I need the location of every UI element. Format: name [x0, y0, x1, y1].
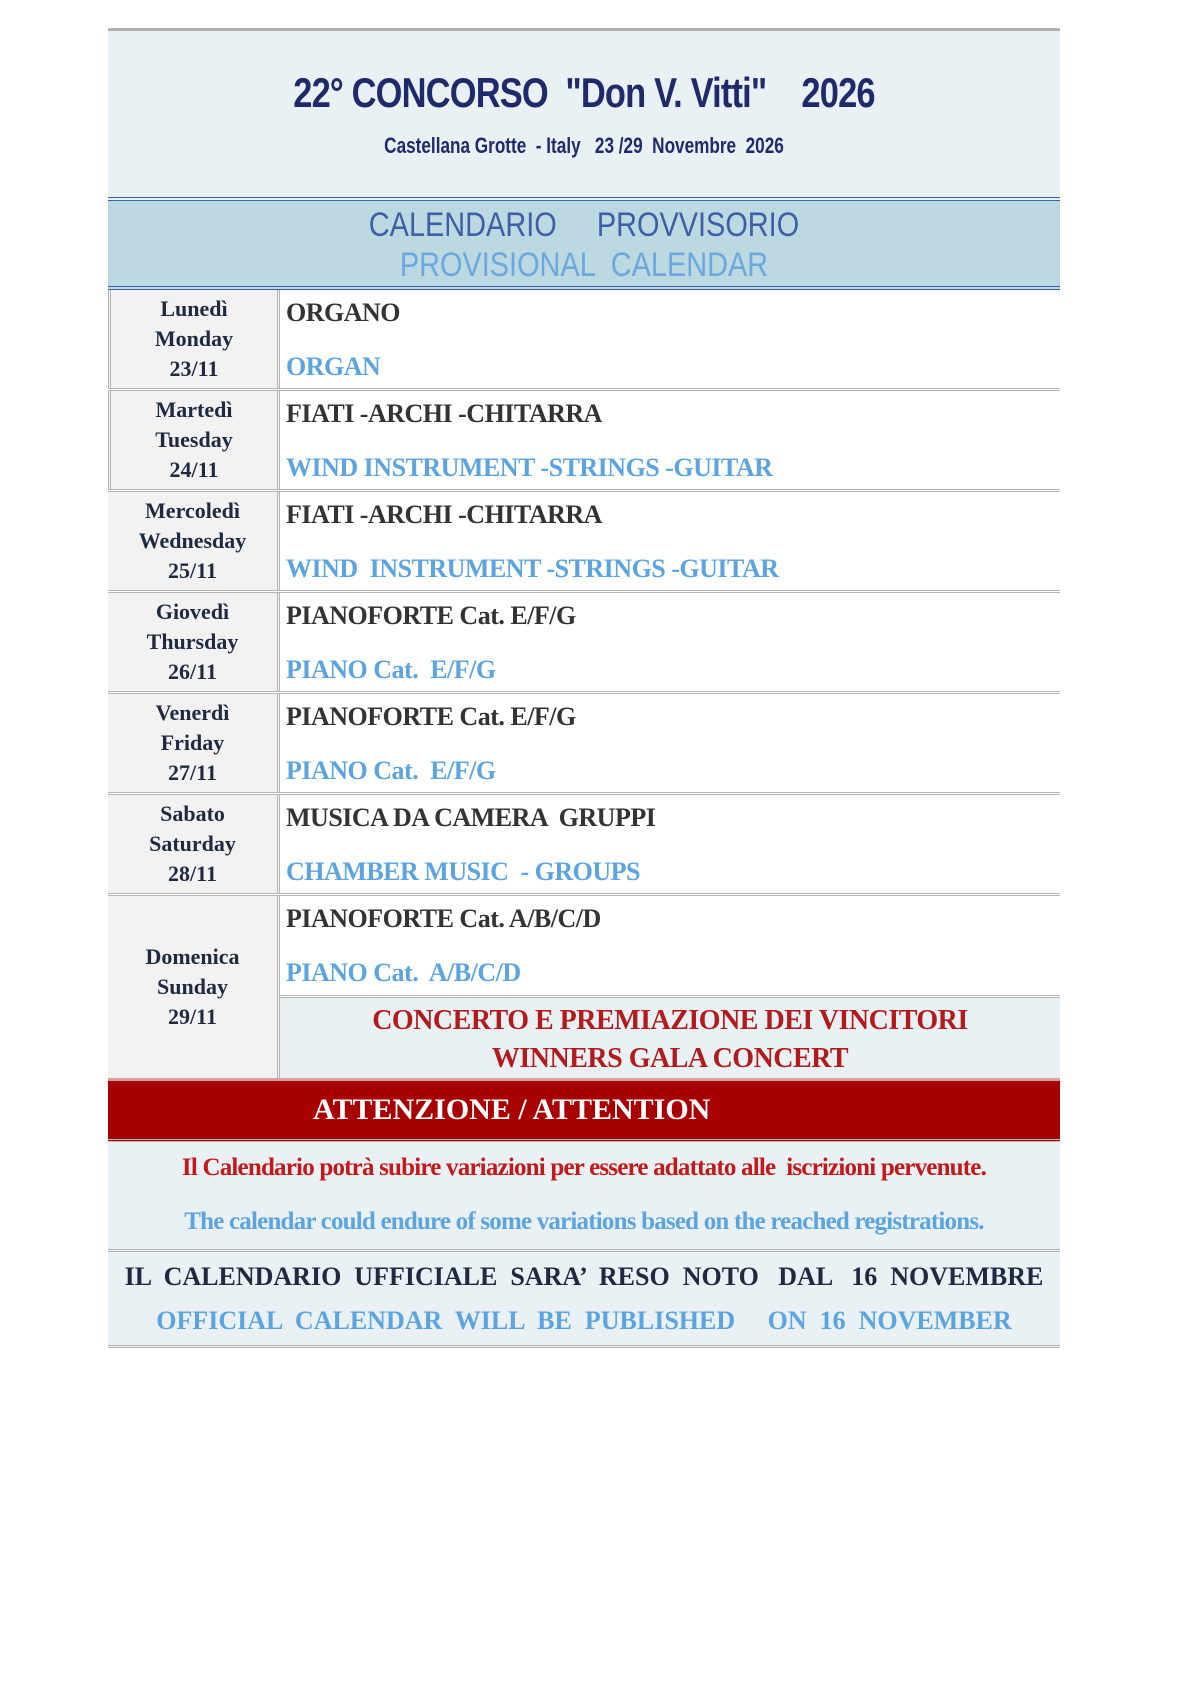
competition-subtitle: Castellana Grotte - Italy 23 /29 Novembre 2026 — [384, 133, 784, 158]
day-date: 28/11 — [168, 861, 217, 886]
event-it: PIANOFORTE Cat. E/F/G — [286, 702, 576, 731]
day-cell — [108, 593, 280, 691]
day-name-it: Lunedì — [160, 296, 228, 321]
day-name-en: Thursday — [146, 629, 239, 654]
day-cell — [108, 694, 280, 792]
event-cell — [280, 593, 1060, 691]
gala-en: WINNERS GALA CONCERT — [491, 1043, 849, 1074]
day-row-thursday — [108, 593, 1060, 694]
official-calendar-notice — [108, 1252, 1060, 1348]
day-name-en: Tuesday — [155, 427, 233, 452]
day-cell — [108, 492, 280, 590]
day-name-en: Friday — [160, 730, 225, 755]
day-date: 23/11 — [169, 356, 219, 381]
variation-notice — [108, 1142, 1060, 1252]
calendar-title-en: PROVISIONAL CALENDAR — [399, 246, 769, 284]
event-cell — [280, 290, 1060, 388]
day-row-tuesday — [108, 391, 1060, 492]
day-row-saturday — [108, 795, 1060, 896]
day-row-sunday — [108, 896, 1060, 1078]
event-cell — [280, 492, 1060, 590]
calendar-title-it: CALENDARIO PROVVISORIO — [368, 206, 800, 244]
day-row-monday — [108, 290, 1060, 391]
event-en: ORGAN — [286, 352, 381, 381]
day-cell — [108, 896, 280, 1078]
gala-concert — [280, 998, 1060, 1078]
attention-banner — [108, 1078, 1060, 1142]
day-name-it: Domenica — [145, 944, 240, 969]
event-en: WIND INSTRUMENT -STRINGS -GUITAR — [286, 453, 773, 482]
event-it: MUSICA DA CAMERA GRUPPI — [286, 803, 656, 832]
day-date: 29/11 — [168, 1004, 217, 1029]
day-name-it: Venerdì — [155, 700, 230, 725]
event-cell — [280, 694, 1060, 792]
event-en: PIANO Cat. A/B/C/D — [286, 958, 521, 987]
day-date: 26/11 — [168, 659, 217, 684]
notice-it: Il Calendario potrà subire variazioni per essere adattato alle iscrizioni pervenute. — [181, 1154, 987, 1181]
event-it: PIANOFORTE Cat. A/B/C/D — [286, 904, 601, 933]
competition-title: 22° CONCORSO "Don V. Vitti" 2026 — [293, 69, 875, 116]
day-cell — [108, 391, 280, 489]
event-cell — [280, 795, 1060, 893]
day-name-en: Sunday — [157, 974, 228, 999]
event-en: WIND INSTRUMENT -STRINGS -GUITAR — [286, 554, 779, 583]
event-it: ORGANO — [286, 298, 400, 327]
event-it: PIANOFORTE Cat. E/F/G — [286, 601, 576, 630]
header-box — [108, 31, 1060, 201]
gala-it: CONCERTO E PREMIAZIONE DEI VINCITORI — [372, 1005, 968, 1036]
day-name-it: Martedì — [155, 397, 233, 422]
day-name-it: Mercoledì — [145, 498, 240, 523]
official-it: IL CALENDARIO UFFICIALE SARA’ RESO NOTO DAL 16 NOVEMBRE — [124, 1262, 1044, 1291]
event-cell — [280, 896, 1060, 1078]
sunday-events — [280, 896, 1060, 998]
calendar-band — [108, 201, 1060, 290]
event-en: PIANO Cat. E/F/G — [286, 756, 496, 785]
event-en: PIANO Cat. E/F/G — [286, 655, 496, 684]
event-it: FIATI -ARCHI -CHITARRA — [286, 399, 602, 428]
event-it: FIATI -ARCHI -CHITARRA — [286, 500, 602, 529]
day-date: 24/11 — [169, 457, 219, 482]
official-en: OFFICIAL CALENDAR WILL BE PUBLISHED ON 16 NOVEMBER — [156, 1306, 1012, 1335]
day-date: 25/11 — [168, 558, 217, 583]
attention-label: ATTENZIONE / ATTENTION — [313, 1093, 711, 1126]
event-cell — [280, 391, 1060, 489]
day-name-it: Sabato — [160, 801, 225, 826]
day-row-friday — [108, 694, 1060, 795]
notice-en: The calendar could endure of some variations based on the reached registrations. — [184, 1208, 984, 1235]
day-name-en: Wednesday — [138, 528, 247, 553]
day-name-it: Giovedì — [155, 599, 230, 624]
day-name-en: Saturday — [149, 831, 236, 856]
day-name-en: Monday — [154, 326, 234, 351]
day-row-wednesday — [108, 492, 1060, 593]
event-en: CHAMBER MUSIC - GROUPS — [286, 857, 640, 886]
day-date: 27/11 — [168, 760, 217, 785]
day-cell — [108, 290, 280, 388]
calendar-sheet — [108, 28, 1060, 1348]
day-cell — [108, 795, 280, 893]
